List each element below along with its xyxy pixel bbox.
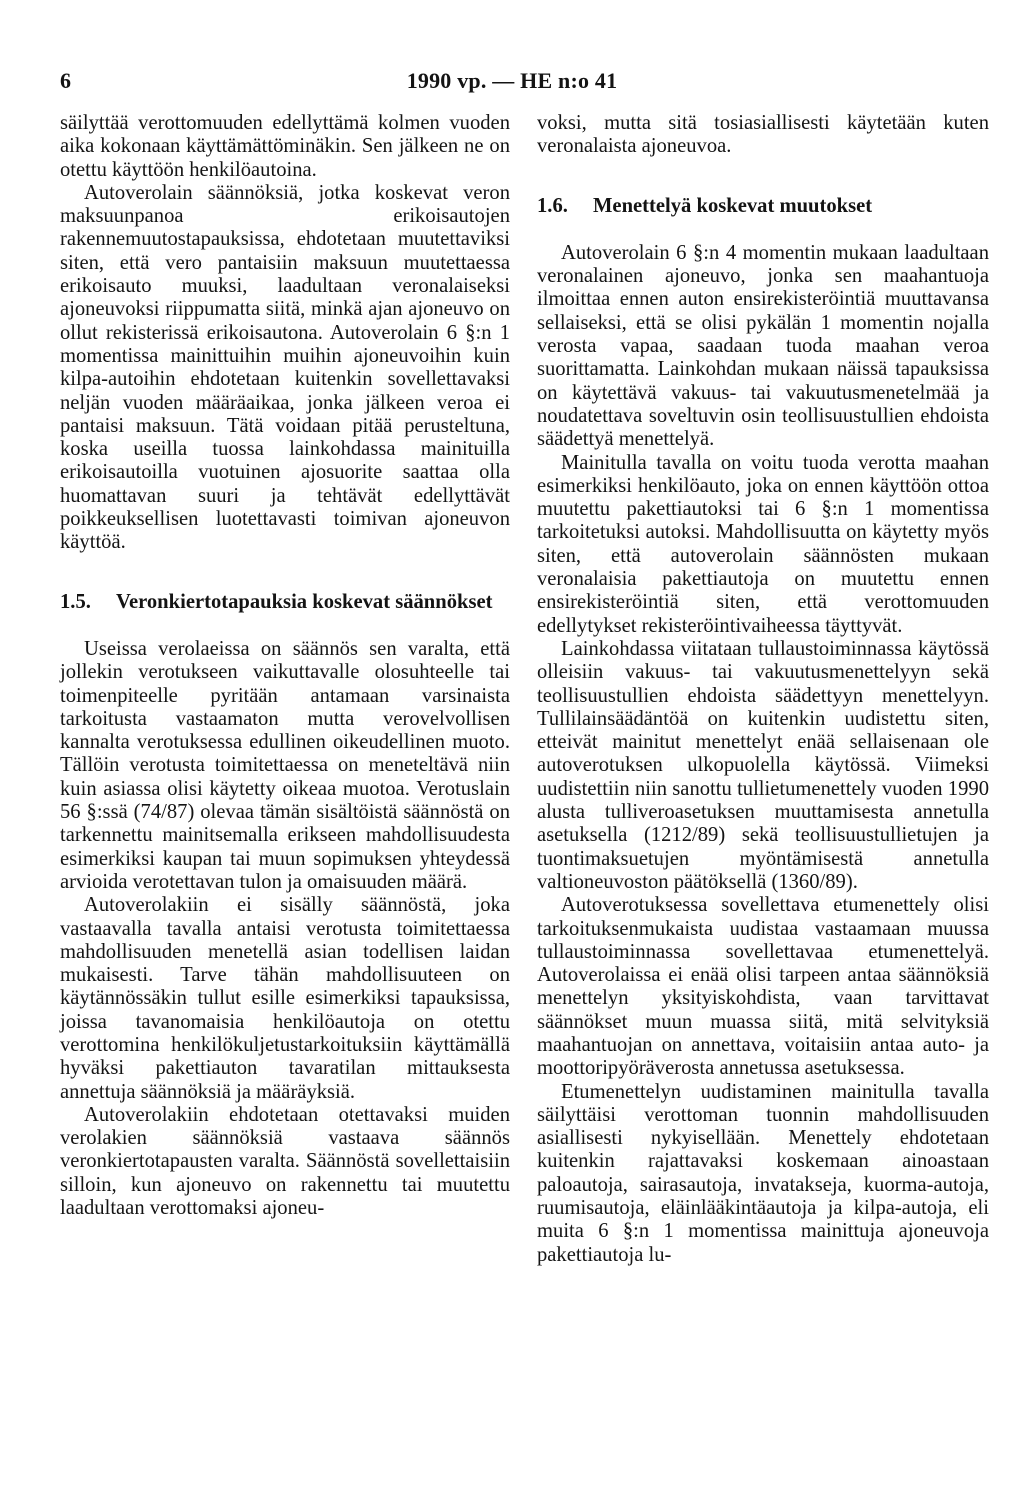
section-heading-1-6 xyxy=(537,195,989,218)
paragraph: voksi, mutta sitä tosiasiallisesti käytetään kuten veronalaista ajoneuvoa. xyxy=(537,112,989,158)
section-title: Veronkiertotapauksia koskevat säännökset xyxy=(116,590,493,613)
paragraph: säilyttää verottomuuden edellyttämä kolmen vuoden aika kokonaan käyttämättöminäkin. Sen jälkeen ne on otettu käyttöön henkilöautoina. xyxy=(60,112,510,181)
section-number: 1.6. xyxy=(537,194,568,217)
section-title: Menettelyä koskevat muutokset xyxy=(593,194,873,217)
paragraph: Autoverolakiin ei sisälly säännöstä, joka vastaavalla tavalla antaisi verotusta toimitettaessa mahdollisuuden menetellä asian todellisen laidan mukaisesti. Tarve tähän mahdollisuuteen on käytännössäkin tullut esille esimerkiksi tapauksissa, joissa tavanomaisia henkilöautoja on otettu verottomina henkilökuljetustarkoituksiin käyttämällä hyväksi pakettiauton tavaratilan mittauksesta annettuja säännöksiä ja määräyksiä. xyxy=(60,894,510,1103)
left-column xyxy=(60,112,510,1220)
paragraph: Useissa verolaeissa on säännös sen varalta, että jollekin verotukseen vaikuttavalle olosuhteelle tai toimenpiteelle pyritään antamaan varsinaista tarkoitusta vastaamaton mutta verovelvollisen kannalta verotuksessa edullinen oikeudellinen muoto. Tällöin verotusta toimitettaessa on meneteltävä niin kuin asiassa olisi käytetty oikeaa muotoa. Verotuslain 56 §:ssä (74/87) olevaa tämän sisältöistä säännöstä on tarkennettu mainitsemalla erikseen mahdollisuudesta esimerkiksi kaupan tai muun sopimuksen yhteydessä arvioida verotettavan tulon ja omaisuuden määrä. xyxy=(60,637,510,893)
section-number: 1.5. xyxy=(60,590,91,613)
right-column xyxy=(537,112,989,1267)
running-header: 1990 vp. — HE n:o 41 xyxy=(406,68,618,93)
paragraph: Autoverolakiin ehdotetaan otettavaksi muiden verolakien säännöksiä vastaava säännös veronkiertotapausten varalta. Säännöstä sovellettaisiin silloin, kun ajoneuvo on rakennettu tai muutettu laadultaan verottomaksi ajoneu- xyxy=(60,1103,510,1220)
paragraph: Autoverolain 6 §:n 4 momentin mukaan laadultaan veronalainen ajoneuvo, jonka sen maahantuoja ilmoittaa ennen auton ensirekisteröintiä muuttavansa sellaiseksi, että se olisi pykälän 1 momentin nojalla verosta vapaa, saadaan tuoda maahan veroa suorittamatta. Lainkohdan mukaan näissä tapauksissa on käytettävä vakuus- tai vakuutusmenetelmää ja noudatettava soveltuvin osin teollisuustullien ehdoista säädettyä menettelyä. xyxy=(537,241,989,451)
section-heading-1-5 xyxy=(60,591,510,614)
paragraph: Autoverolain säännöksiä, jotka koskevat veron maksuunpanoa erikoisautojen rakennemuutostapauksissa, ehdotetaan muutettaviksi siten, että vero pantaisiin maksuun muutettaessa erikoisauto muuksi, laadultaan veronalaiseksi ajoneuvoksi riippumatta siitä, minkä ajan ajoneuvo on ollut rekisterissä erikoisautona. Autoverolain 6 §:n 1 momentissa mainittuihin muihin ajoneuvoihin kuin kilpa-autoihin ehdotetaan kuitenkin sovellettavaksi neljän vuoden määräaikaa, jonka jälkeen veroa ei pantaisi maksuun. Tätä voidaan pitää perusteltuna, koska useilla tuossa lainkohdassa mainituilla erikoisautoilla vuotuinen ajosuorite saattaa olla huomattavan suuri ja tehtävät edellyttävät poikkeuksellisen luotettavasti toimivan ajoneuvon käyttöä. xyxy=(60,181,510,554)
page-number: 6 xyxy=(60,68,71,93)
paragraph: Etumenettelyn uudistaminen mainitulla tavalla säilyttäisi verottoman tuonnin mahdollisuuden asiallisesti nykyisellään. Menettely ehdotetaan kuitenkin rajattavaksi koskemaan ainoastaan paloautoja, sairasautoja, invatakseja, kuorma-autoja, ruumisautoja, eläinlääkintäautoja ja kilpa-autoja, eli muita 6 §:n 1 momentissa mainittuja ajoneuvoja pakettiautoja lu- xyxy=(537,1080,989,1266)
paragraph: Lainkohdassa viitataan tullaustoiminnassa käytössä olleisiin vakuus- tai vakuutusmenettelyyn sekä teollisuustullien ehdoista säädettyyn menettelyyn. Tullilainsäädäntöä on kuitenkin uudistettu siten, etteivät mainitut menettelyt enää sellaisenaan ole autoverotuksen ulkopuolella käytössä. Viimeksi uudistettiin niin sanottu tullietumenettely vuoden 1990 alusta tulliveroasetuksen muuttamisesta annetulla asetuksella (1212/89) sekä teollisuustullietujen ja tuontimaksuetujen myöntämisestä annetulla valtioneuvoston päätöksellä (1360/89). xyxy=(537,637,989,893)
paragraph: Mainitulla tavalla on voitu tuoda verotta maahan esimerkiksi henkilöauto, joka on ennen käyttöön ottoa muutettu pakettiautoksi tai 6 §:n 1 momentissa tarkoitetuksi autoksi. Mahdollisuutta on käytetty myös siten, että autoverolain säännösten mukaan veronalaisia pakettiautoja on muutettu ennen ensirekisteröintiä siten, että verottomuuden edellytykset rekisteröintivaiheessa täyttyvät. xyxy=(537,451,989,637)
paragraph: Autoverotuksessa sovellettava etumenettely olisi tarkoituksenmukaista uudistaa vastaamaan muussa tullaustoiminnassa sovellettavaa etumenettelyä. Autoverolaissa ei enää olisi tarpeen antaa säännöksiä menettelyn yksityiskohdista, vaan tarvittavat säännökset muun muassa siitä, mitä selvityksiä maahantuojan on annettava, voitaisiin antaa auto- ja moottoripyöräverosta annetussa asetuksessa. xyxy=(537,894,989,1080)
